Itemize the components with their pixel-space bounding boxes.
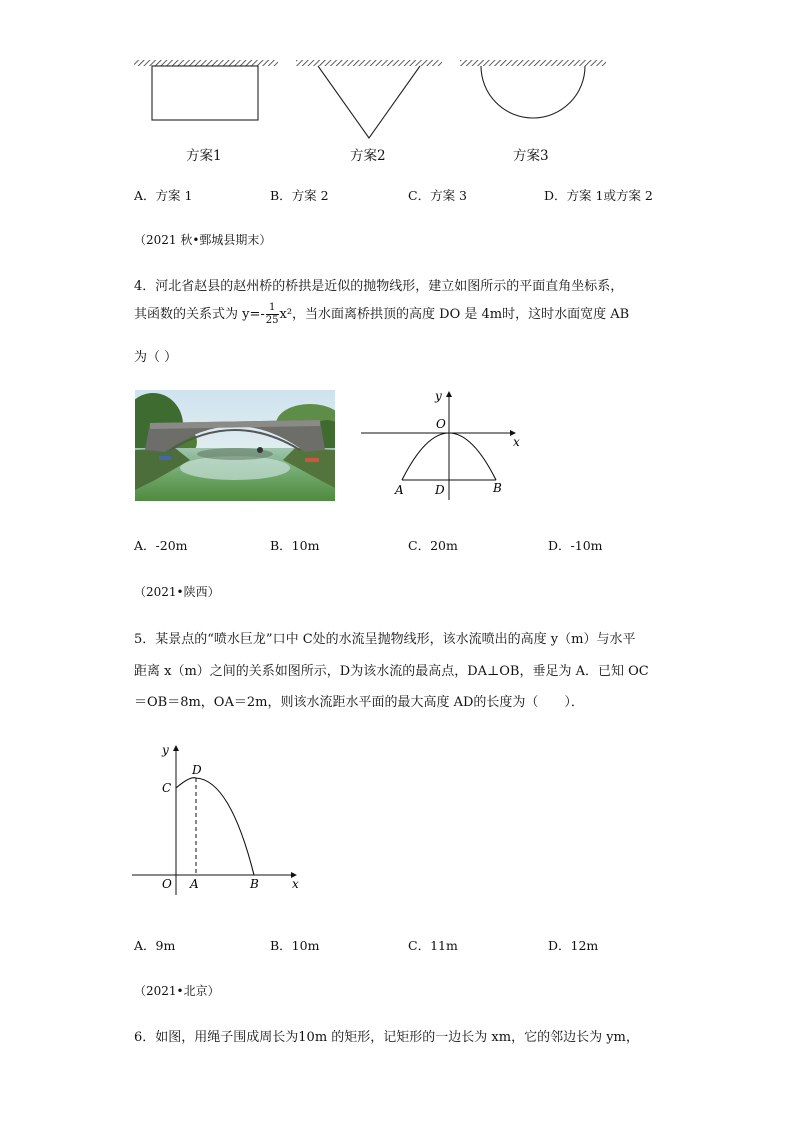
q3-option-a: A．方案 1 — [134, 188, 193, 203]
scheme-2-label: 方案2 — [350, 148, 386, 164]
label-x: x — [513, 435, 520, 449]
scheme-2-triangle — [318, 66, 420, 138]
label-d: D — [192, 763, 202, 777]
q3-option-c: C．方案 3 — [408, 188, 467, 203]
label-a: A — [190, 877, 199, 891]
ceiling-hatch-3 — [460, 60, 606, 66]
q5-option-c: C．11m — [408, 938, 458, 953]
scheme-3-label: 方案3 — [513, 148, 549, 164]
scheme-1-label: 方案1 — [186, 148, 222, 164]
q5-option-b: B．10m — [270, 938, 320, 953]
q5-line-1: 5．某景点的“喷水巨龙”口中 C处的水流呈抛物线形，该水流喷出的高度 y（m）与水平 — [134, 632, 636, 647]
scheme-1-rectangle — [152, 66, 258, 120]
label-c: C — [162, 781, 172, 795]
q4-option-a: A．-20m — [134, 538, 188, 553]
label-y: y — [162, 743, 169, 757]
label-o: O — [436, 417, 446, 431]
q4-option-b: B．10m — [270, 538, 320, 553]
q4-source: （2021 秋•鄄城县期末） — [134, 233, 272, 247]
q4-option-c: C．20m — [408, 538, 458, 553]
q6-line-1: 6．如图，用绳子围成周长为10m 的矩形，记矩形的一边长为 xm，它的邻边长为 ym， — [134, 1030, 639, 1045]
q5-option-d: D．12m — [548, 938, 599, 953]
q3-option-d: D．方案 1或方案 2 — [544, 188, 653, 203]
q4-line-2 — [134, 302, 629, 327]
ceiling-hatch-1 — [134, 60, 278, 66]
water-jet-parabola — [176, 778, 254, 875]
q6-source: （2021•北京） — [134, 984, 220, 998]
q5-option-a: A．9m — [134, 938, 176, 953]
scheme-figures — [0, 0, 794, 170]
q4-line-2-a: 其函数的关系式为 y=- — [134, 307, 265, 322]
q5-line-3: ＝OB＝8m，OA＝2m，则该水流距水平面的最大高度 AD的长度为（ ）． — [134, 695, 584, 710]
label-x: x — [292, 877, 299, 891]
bridge-parabola-graph — [355, 386, 535, 501]
label-o: O — [162, 877, 172, 891]
q5-line-2: 距离 x（m）之间的关系如图所示，D为该水流的最高点，DA⊥OB，垂足为 A．已知 OC — [134, 664, 649, 679]
q4-line-1: 4．河北省赵县的赵州桥的桥拱是近似的抛物线形，建立如图所示的平面直角坐标系， — [134, 279, 624, 294]
label-y: y — [435, 389, 442, 403]
q4-line-2-b: x²，当水面离桥拱顶的高度 DO 是 4m时，这时水面宽度 AB — [279, 307, 630, 322]
q4-frac-den: 25 — [265, 315, 279, 326]
label-b: B — [493, 481, 502, 495]
q4-fraction — [266, 302, 279, 327]
q5-source: （2021•陕西） — [134, 585, 220, 599]
label-d: D — [435, 483, 445, 497]
q4-frac-num: 1 — [266, 302, 279, 315]
q4-line-3: 为（ ） — [134, 350, 178, 365]
ceiling-hatch-2 — [296, 60, 442, 66]
q3-option-b: B．方案 2 — [270, 188, 329, 203]
scheme-3-semicircle — [481, 66, 585, 118]
water-jet-graph — [130, 740, 310, 895]
label-b: B — [250, 877, 259, 891]
label-a: A — [395, 483, 404, 497]
bridge-photo — [135, 390, 335, 501]
q4-option-d: D．-10m — [548, 538, 603, 553]
